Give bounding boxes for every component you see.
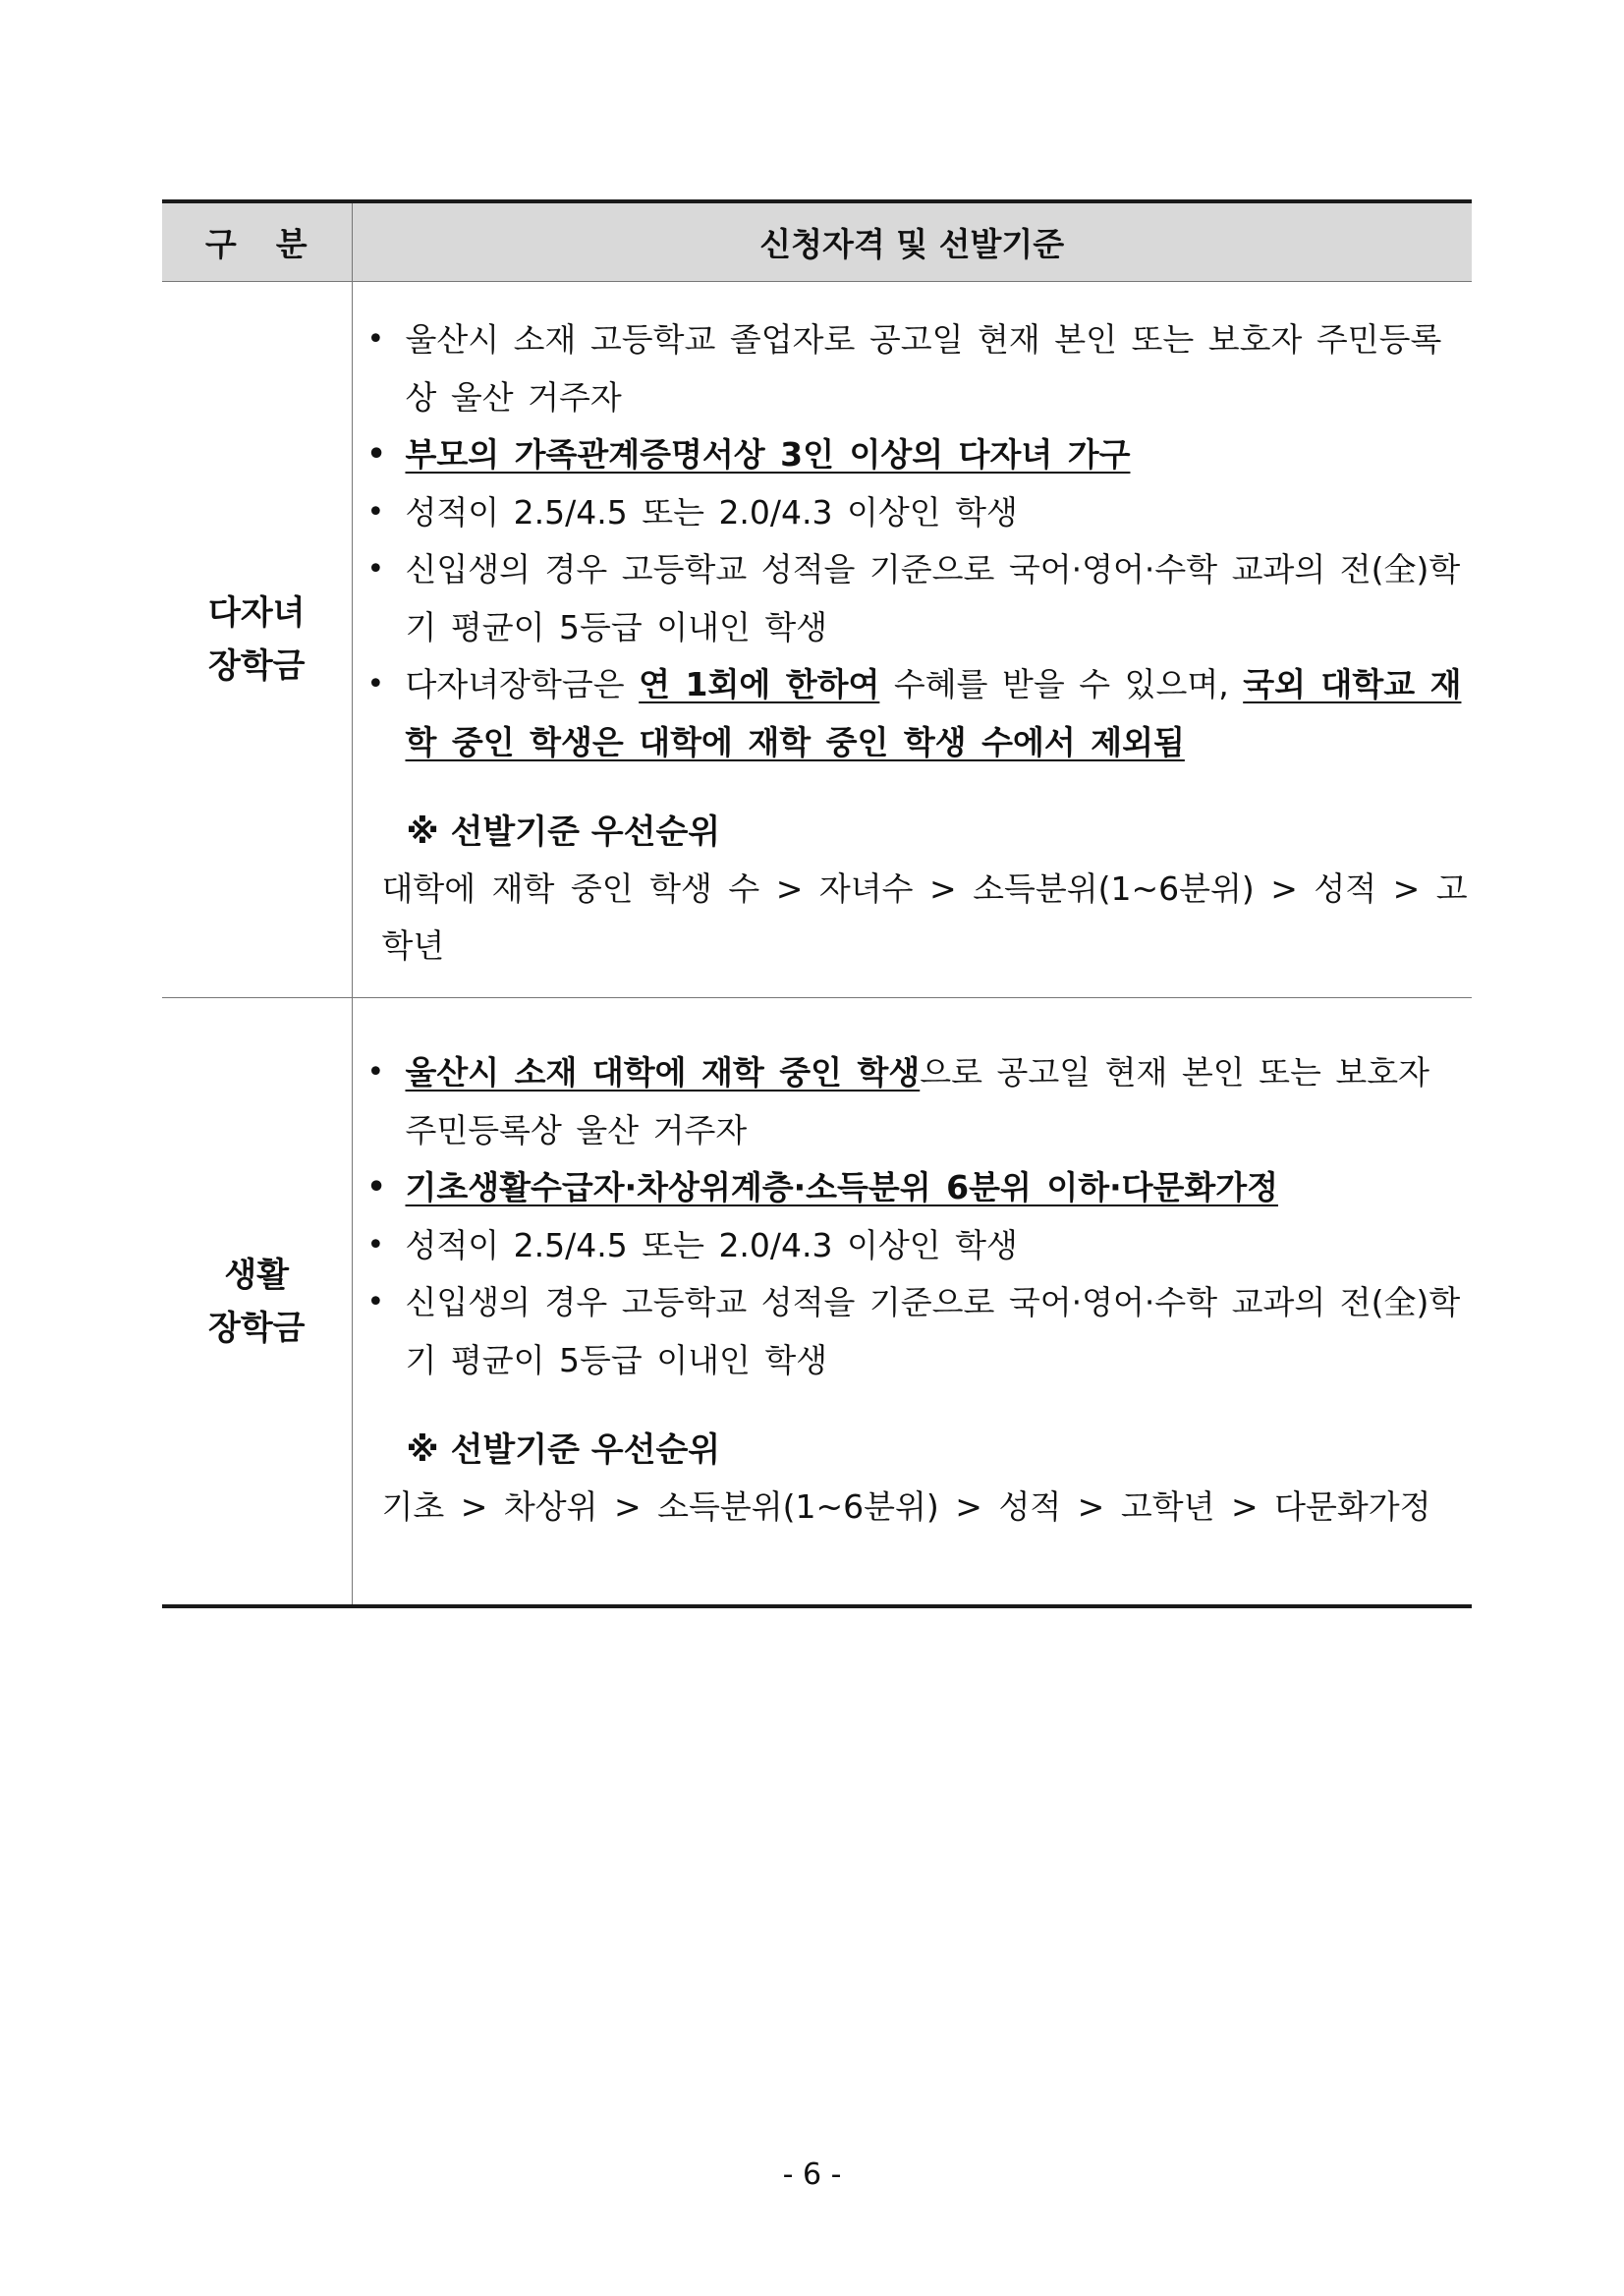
- list-item: • 신입생의 경우 고등학교 성적을 기준으로 국어·영어·수학 교과의 전(全)학기 평균이 5등급 이내인 학생: [353, 541, 1473, 656]
- priority-order: 기초 > 차상위 > 소득분위(1~6분위) > 성적 > 고학년 > 다문화가정: [381, 1487, 1431, 1526]
- row-label-line1: 다자녀: [207, 593, 306, 633]
- list-item: • 신입생의 경우 고등학교 성적을 기준으로 국어·영어·수학 교과의 전(全)학기 평균이 5등급 이내인 학생: [353, 1274, 1473, 1389]
- note-title: [353, 804, 1473, 861]
- row-label-line2: 장학금: [207, 646, 306, 686]
- highlight-text: 부모의 가족관계증명서상 3인 이상의 다자녀 가구: [405, 435, 1131, 474]
- row-label-line2: 장학금: [207, 1308, 306, 1348]
- list-item: • 울산시 소재 고등학교 졸업자로 공고일 현재 본인 또는 보호자 주민등록상 울산 거주자: [353, 311, 1473, 426]
- list-item: [353, 1044, 1473, 1159]
- note-title-text: 선발기준 우선순위: [450, 1430, 721, 1470]
- highlight-text: 울산시 소재 대학에 재학 중인 학생: [405, 1053, 921, 1092]
- list-item: • 성적이 2.5/4.5 또는 2.0/4.3 이상인 학생: [353, 484, 1473, 542]
- header-criteria: 신청자격 및 선발기준: [352, 201, 1472, 282]
- list-item: • 성적이 2.5/4.5 또는 2.0/4.3 이상인 학생: [353, 1217, 1473, 1275]
- text-part: 다자녀장학금은: [405, 665, 640, 703]
- table-header-row: [162, 201, 1472, 282]
- scholarship-criteria-table: [162, 199, 1472, 1608]
- reference-mark-icon: ※: [406, 812, 439, 852]
- row-content: [352, 282, 1472, 998]
- page-number: - 6 -: [782, 2157, 842, 2192]
- highlight-text: 국외 대학교 재학 중인 학생은 대학에 재학 중인 학생 수에서 제외됨: [405, 665, 1462, 761]
- criteria-list: [353, 282, 1473, 771]
- row-label: [162, 998, 352, 1607]
- row-label: [162, 282, 352, 998]
- text-part: 으로 공고일 현재 본인 또는 보호자 주민등록상 울산 거주자: [405, 1053, 1429, 1149]
- list-item: [353, 1159, 1473, 1217]
- criteria-list: [353, 998, 1473, 1389]
- text-part: 수혜를 받을 수 있으며,: [879, 665, 1244, 703]
- list-item: [353, 426, 1473, 484]
- reference-mark-icon: ※: [406, 1430, 439, 1470]
- table-row-multi-child-scholarship: [162, 282, 1472, 998]
- header-category: 구분: [162, 201, 352, 282]
- highlight-text: 기초생활수급자·차상위계층·소득분위 6분위 이하·다문화가정: [405, 1168, 1278, 1206]
- list-item: [353, 656, 1473, 771]
- note-title: [353, 1422, 1473, 1479]
- row-content: [352, 998, 1472, 1607]
- priority-order: 대학에 재학 중인 학생 수 > 자녀수 > 소득분위(1~6분위) > 성적 > 고학년: [381, 869, 1468, 965]
- highlight-text: 연 1회에 한하여: [639, 665, 880, 703]
- note-title-text: 선발기준 우선순위: [450, 812, 721, 852]
- table-row-living-scholarship: [162, 998, 1472, 1607]
- row-label-line1: 생활: [224, 1255, 290, 1295]
